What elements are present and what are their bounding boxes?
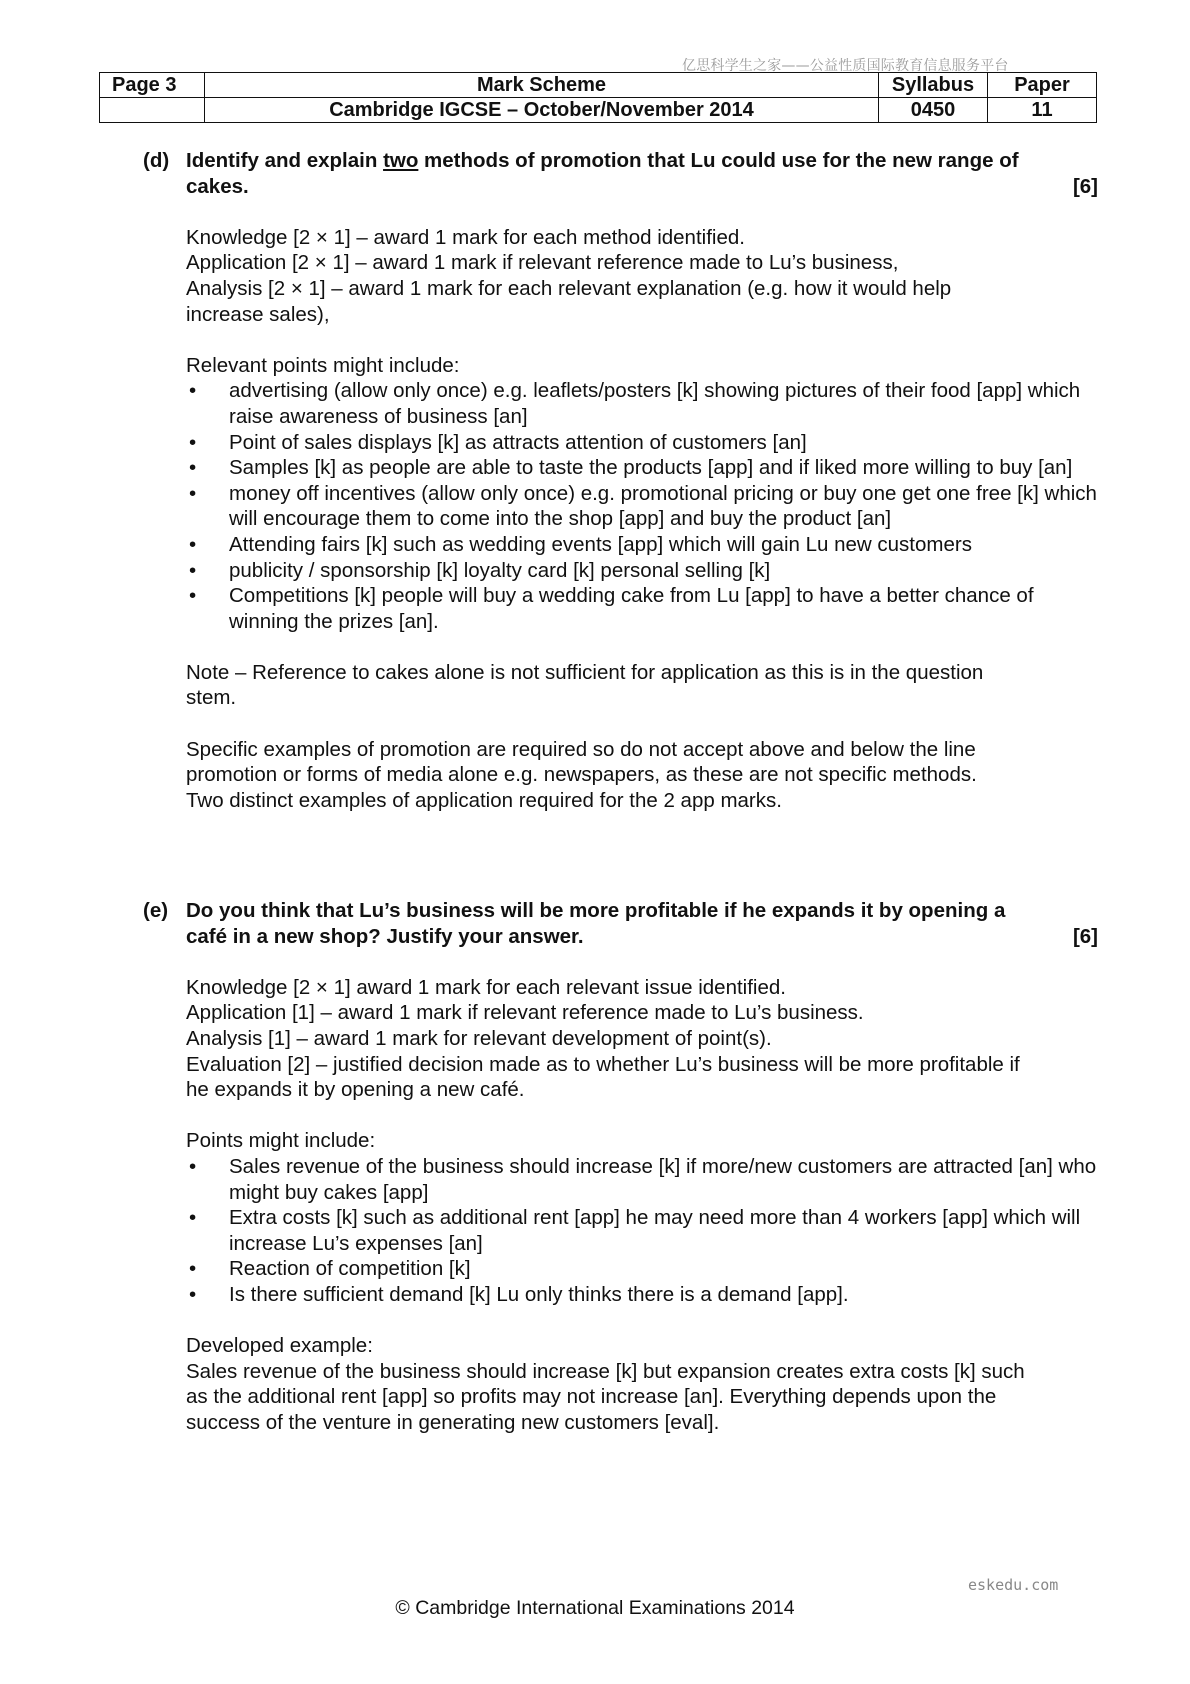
page-number: Page 3 (100, 73, 205, 98)
list-item: • advertising (allow only once) e.g. leaflets/posters [k] showing pictures of their food [app] which raise awareness of business [an] (186, 378, 1098, 429)
document-title: Mark Scheme (205, 73, 879, 98)
list-item: • money off incentives (allow only once) e.g. promotional pricing or buy one get one free [k] which will encourage them to come into the shop [app] and buy the product [an] (186, 481, 1098, 532)
list-item: • Competitions [k] people will buy a wedding cake from Lu [app] to have a better chance of winning the prizes [an]. (186, 583, 1098, 634)
analysis-criteria-line1: Analysis [2 × 1] – award 1 mark for each relevant explanation (e.g. how it would help (186, 276, 952, 300)
evaluation-criteria-line2: he expands it by opening a new café. (186, 1078, 525, 1102)
header-table (99, 72, 1097, 123)
note-line1: Note – Reference to cakes alone is not sufficient for application as this is in the question (186, 660, 984, 684)
empty-cell (100, 98, 205, 123)
question-d-label: (d) (143, 149, 170, 172)
question-e (143, 898, 1098, 1435)
developed-label: Developed example: (186, 1334, 373, 1358)
list-item: • Sales revenue of the business should increase [k] if more/new customers are attracted [an] who might buy cakes [app] (186, 1154, 1098, 1205)
question-e-marks: [6] (1072, 924, 1098, 948)
list-item: • Point of sales displays [k] as attracts attention of customers [an] (186, 430, 1098, 456)
knowledge-criteria: Knowledge [2 × 1] award 1 mark for each relevant issue identified. (186, 975, 786, 999)
specific-line2: promotion or forms of media alone e.g. newspapers, as these are not specific methods. (186, 763, 977, 787)
analysis-criteria: Analysis [1] – award 1 mark for relevant development of point(s). (186, 1026, 772, 1050)
paper-number: 11 (988, 98, 1097, 123)
specific-line3: Two distinct examples of application required for the 2 app marks. (186, 788, 782, 812)
exam-subtitle: Cambridge IGCSE – October/November 2014 (205, 98, 879, 123)
list-item: • Attending fairs [k] such as wedding events [app] which will gain Lu new customers (186, 532, 1098, 558)
question-d-text-b: methods of promotion that Lu could use for the new range of (418, 149, 1019, 172)
list-item: • Extra costs [k] such as additional rent [app] he may need more than 4 workers [app] which will increase Lu’s expenses [an] (186, 1205, 1098, 1256)
knowledge-criteria: Knowledge [2 × 1] – award 1 mark for each method identified. (186, 225, 745, 249)
question-e-text-line1: Do you think that Lu’s business will be more profitable if he expands it by opening a (186, 899, 1006, 922)
developed-line3: success of the venture in generating new customers [eval]. (186, 1410, 720, 1434)
developed-line2: as the additional rent [app] so profits may not increase [an]. Everything depends upon the (186, 1385, 997, 1409)
question-e-label: (e) (143, 899, 169, 922)
question-e-text-line2: café in a new shop? Justify your answer. (186, 924, 584, 948)
points-intro: Relevant points might include: (186, 353, 460, 377)
question-d-marks: [6] (1072, 174, 1098, 198)
application-criteria: Application [1] – award 1 mark if relevant reference made to Lu’s business. (186, 1001, 864, 1025)
question-d-underlined: two (383, 149, 419, 172)
watermark-bottom: eskedu.com (968, 1576, 1059, 1594)
syllabus-label: Syllabus (879, 73, 988, 98)
list-item: • Samples [k] as people are able to taste the products [app] and if liked more willing to buy [an] (186, 455, 1098, 481)
points-list (143, 378, 1098, 634)
watermark-top: 亿思科学生之家——公益性质国际教育信息服务平台 (682, 58, 1009, 74)
list-item: • Is there sufficient demand [k] Lu only thinks there is a demand [app]. (186, 1282, 1098, 1308)
developed-line1: Sales revenue of the business should increase [k] but expansion creates extra costs [k] such (186, 1359, 1025, 1383)
evaluation-criteria-line1: Evaluation [2] – justified decision made as to whether Lu’s business will be more profitable if (186, 1052, 1020, 1076)
question-d (143, 148, 1098, 813)
question-d-text-a: Identify and explain (186, 149, 384, 172)
points-list (143, 1154, 1098, 1308)
syllabus-code: 0450 (879, 98, 988, 123)
question-e-heading (143, 898, 1098, 949)
list-item: • publicity / sponsorship [k] loyalty card [k] personal selling [k] (186, 558, 1098, 584)
analysis-criteria-line2: increase sales), (186, 302, 330, 326)
note-line2: stem. (186, 686, 237, 710)
question-d-heading (143, 148, 1098, 199)
application-criteria: Application [2 × 1] – award 1 mark if relevant reference made to Lu’s business, (186, 251, 899, 275)
points-intro: Points might include: (186, 1129, 376, 1153)
list-item: • Reaction of competition [k] (186, 1256, 1098, 1282)
question-d-text-line2: cakes. (186, 174, 249, 198)
footer-copyright: © Cambridge International Examinations 2014 (395, 1597, 795, 1619)
specific-line1: Specific examples of promotion are required so do not accept above and below the line (186, 737, 976, 761)
paper-label: Paper (988, 73, 1097, 98)
